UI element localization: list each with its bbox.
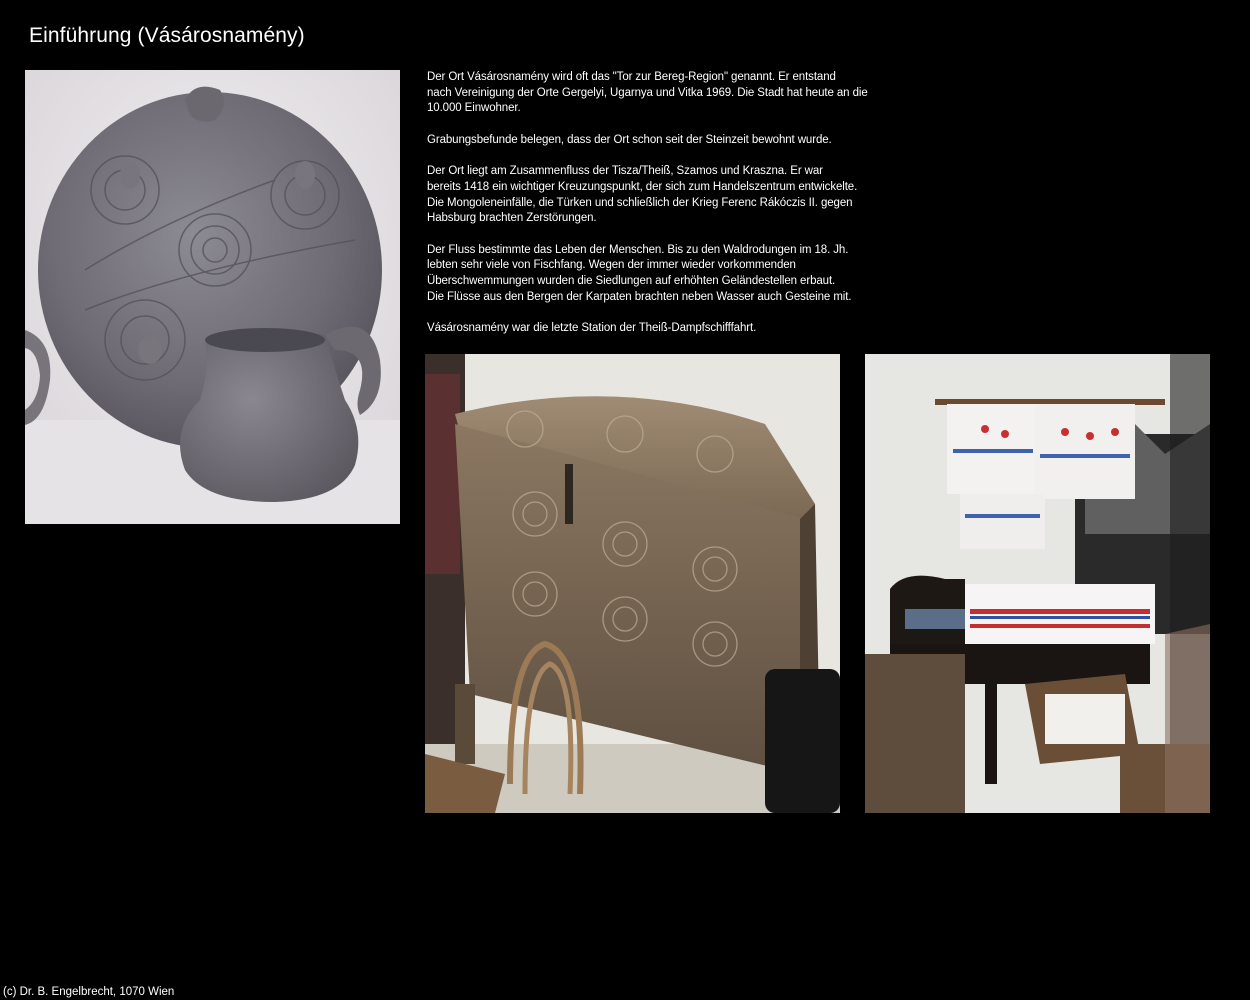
pottery-image <box>25 70 400 524</box>
paragraph-1: Der Ort Vásárosnamény wird oft das "Tor zur Bereg-Region" genannt. Er entstand nach Vereinigung der Orte Gergelyi, Ugarnya und Vitka 1969. Die Stadt hat heute an die 10.000 Einwohner. <box>427 71 868 115</box>
paragraph-3: Der Ort liegt am Zusammenfluss der Tisza/Theiß, Szamos und Kraszna. Er war bereits 1418 ein wichtiger Kreuzungspunkt, der sich zum Handelszentrum entwickelte. Die Mongoleneinfälle, die Türken und schließlich der Krieg Ferenc Rákóczis II. gegen Habsburg brachten Zerstörungen. <box>427 165 858 225</box>
paragraph-4: Der Fluss bestimmte das Leben der Menschen. Bis zu den Waldrodungen im 18. Jh. lebten sehr viele von Fischfang. Wegen der immer wieder vorkommenden Überschwemmungen wurden die Siedlungen auf erhöhten Geländestellen erbaut. Die Flüsse aus den Bergen der Karpaten brachten neben Wasser auch Gesteine mit. <box>427 243 852 303</box>
pottery-photo[interactable] <box>25 70 400 524</box>
paragraph-5: Vásárosnamény war die letzte Station der Theiß-Dampfschifffahrt. <box>427 322 757 335</box>
bedroom-image <box>865 354 1210 813</box>
paragraph-2: Grabungsbefunde belegen, dass der Ort schon seit der Steinzeit bewohnt wurde. <box>427 133 832 146</box>
page-title: Einführung (Vásárosnamény) <box>29 24 305 47</box>
carved-chest-photo[interactable] <box>425 354 840 813</box>
chest-image <box>425 354 840 813</box>
intro-text <box>427 70 917 353</box>
copyright-footer: (c) Dr. B. Engelbrecht, 1070 Wien <box>3 986 175 998</box>
bedroom-interior-photo[interactable] <box>865 354 1210 813</box>
